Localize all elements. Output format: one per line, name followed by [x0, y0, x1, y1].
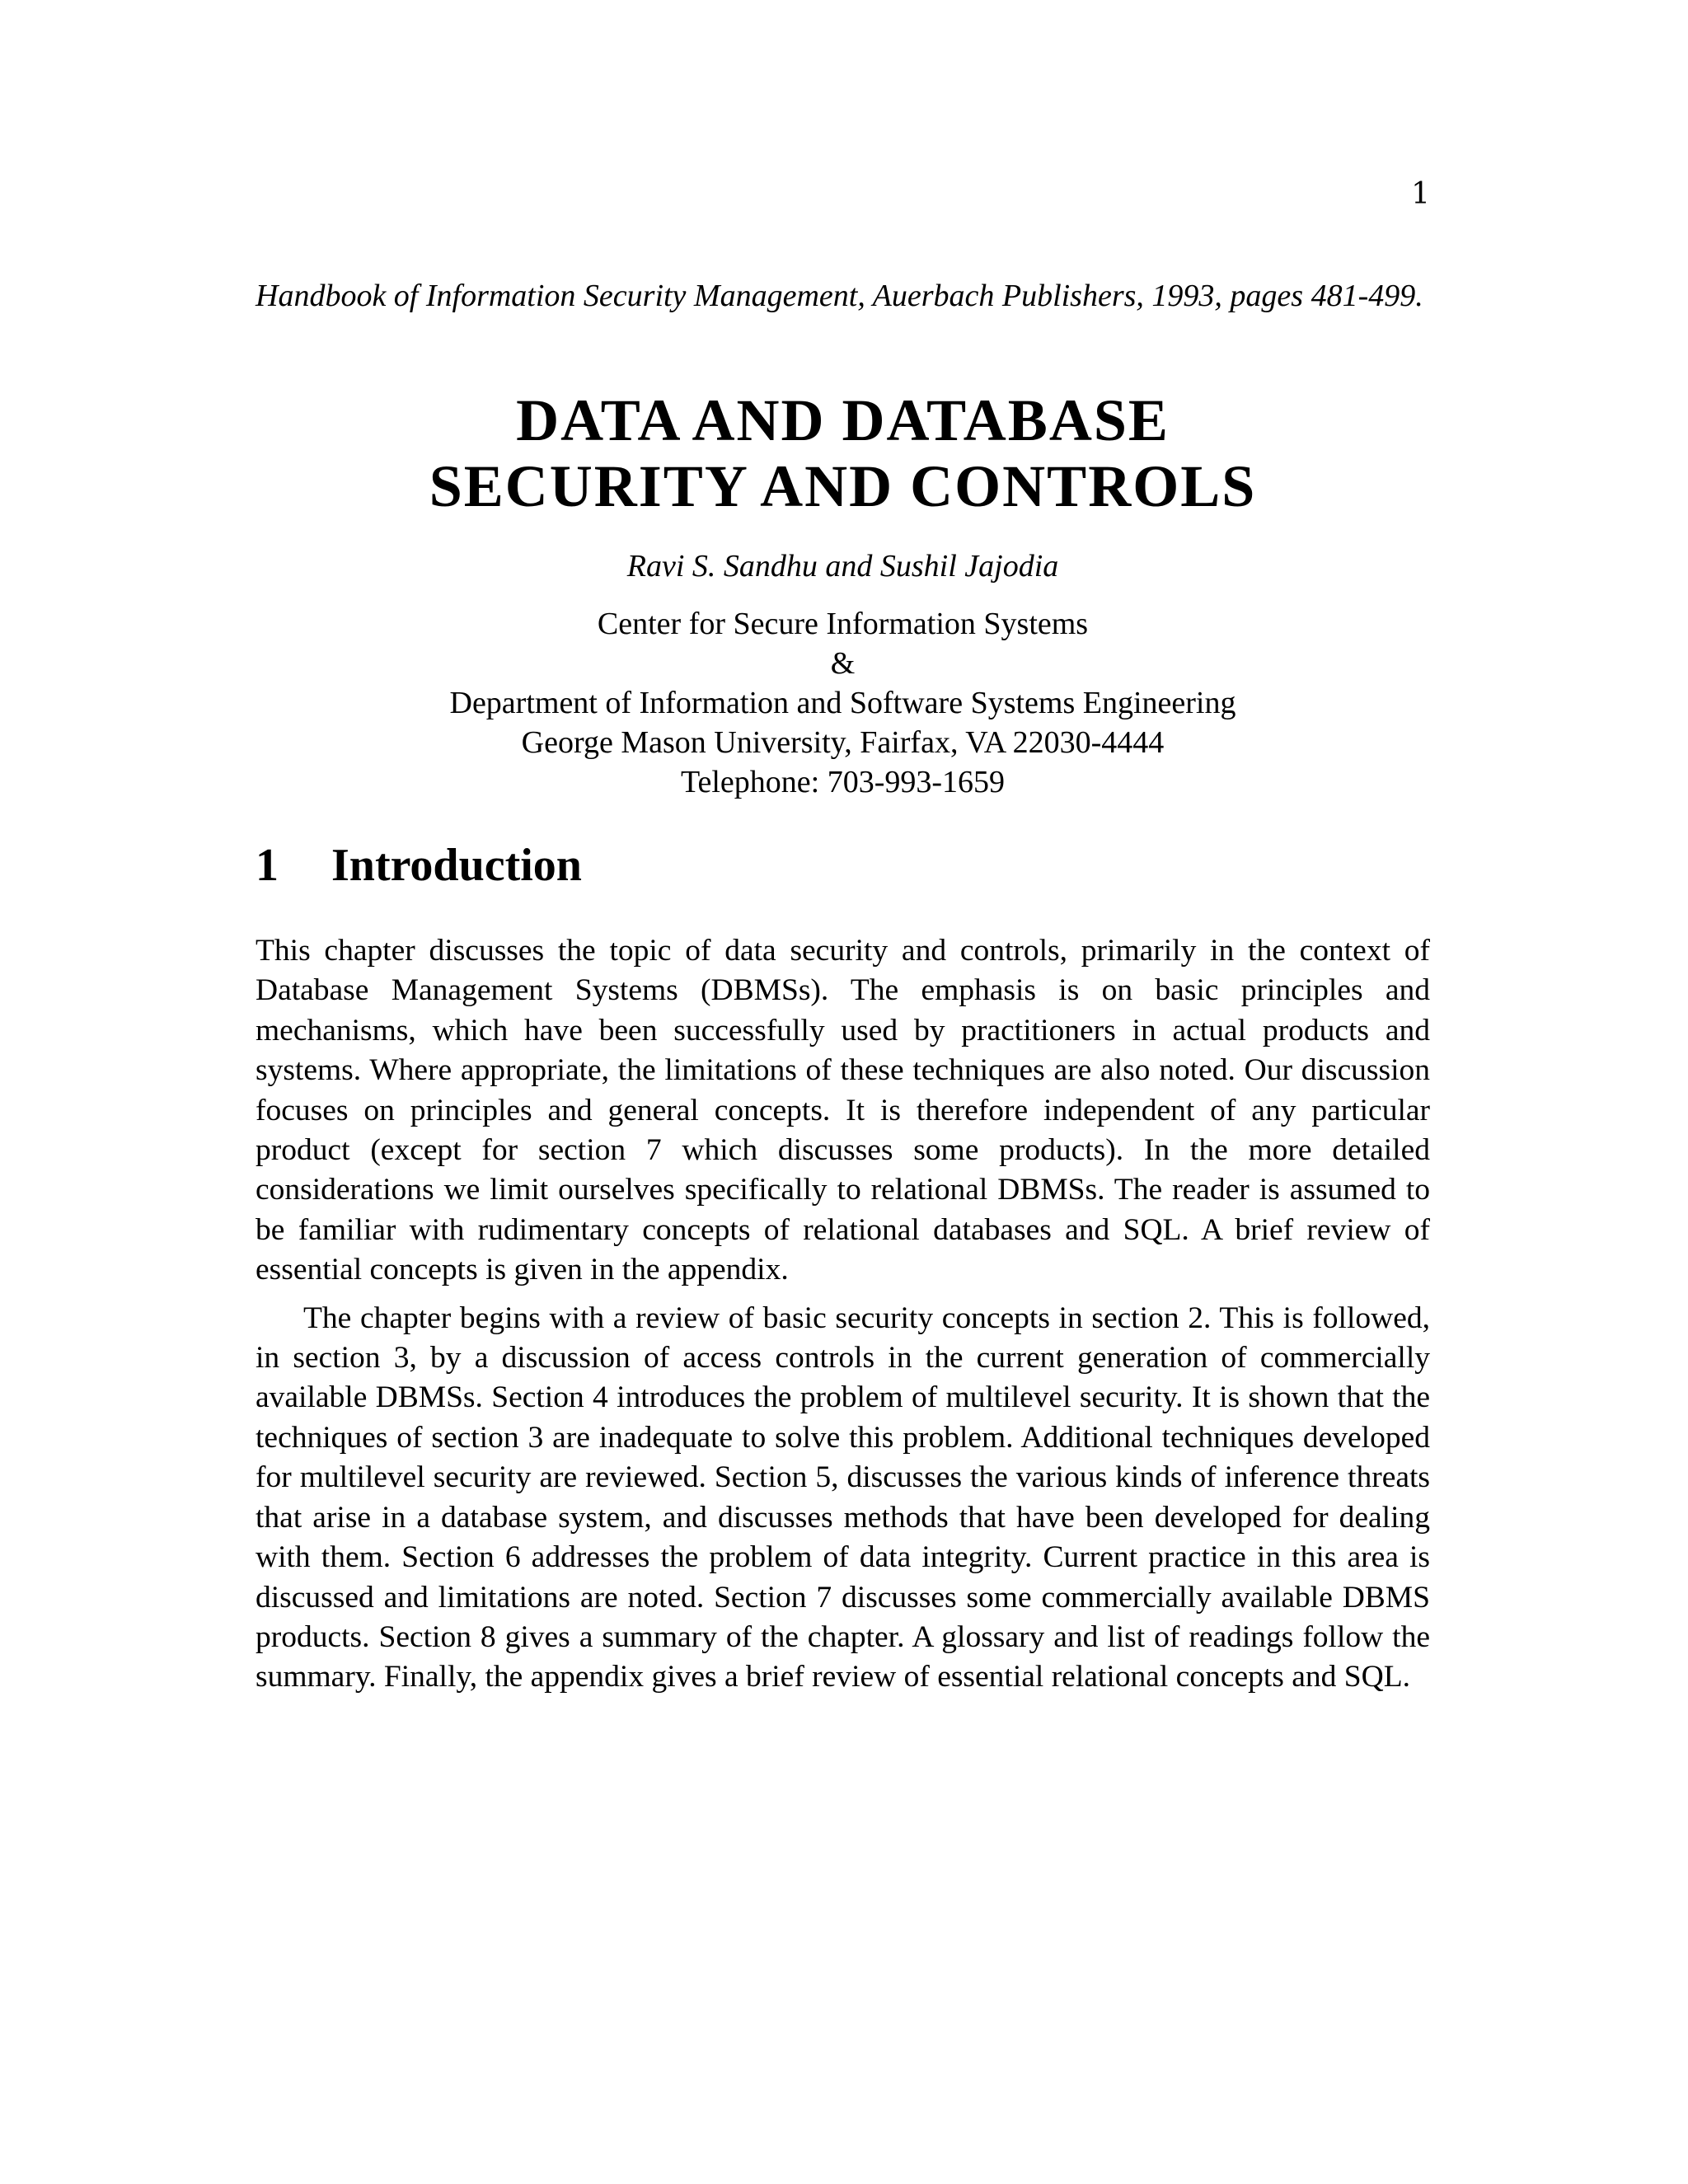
authors: Ravi S. Sandhu and Sushil Jajodia	[626, 549, 1059, 583]
page-number: 1	[1411, 177, 1430, 211]
body-text	[256, 931, 1430, 1698]
affiliation-line-4: George Mason University, Fairfax, VA 22030-4444	[521, 725, 1165, 760]
affiliation	[256, 604, 1430, 802]
citation: Handbook of Information Security Management, Auerbach Publishers, 1993, pages 481-499.	[256, 279, 1423, 313]
paragraph-1: This chapter discusses the topic of data security and controls, primarily in the context of Database Management Systems (DBMSs). The emphasis is on basic principles and mechanisms, which have been successfully used by practitioners in actual products and systems. Where appropriate, the limitations of these techniques are also noted. Our discussion focuses on principles and general concepts. It is therefore independent of any particular product (except for section 7 which discusses some products). In the more detailed considerations we limit ourselves specifically to relational DBMSs. The reader is assumed to be familiar with rudimentary concepts of relational databases and SQL. A brief review of essential concepts is given in the appendix.	[256, 934, 1430, 1287]
section-title: Introduction	[331, 840, 582, 891]
affiliation-line-2: &	[830, 646, 856, 681]
affiliation-line-3: Department of Information and Software Systems Engineering	[449, 686, 1236, 720]
affiliation-line-5: Telephone: 703-993-1659	[680, 765, 1006, 799]
title-line-1: DATA AND DATABASE	[516, 387, 1170, 453]
section-number: 1	[256, 840, 279, 891]
paragraph-2: The chapter begins with a review of basic security concepts in section 2. This is followed, in section 3, by a discussion of access controls in the current generation of commercially available DBMSs. Section 4 introduces the problem of multilevel security. It is shown that the techniques of section 3 are inadequate to solve this problem. Additional techniques developed for multilevel security are reviewed. Section 5, discusses the various kinds of inference threats that arise in a database system, and discusses methods that have been developed for dealing with them. Section 6 addresses the problem of data integrity. Current practice in this area is discussed and limitations are noted. Section 7 discusses some commercially available DBMS products. Section 8 gives a summary of the chapter. A glossary and list of readings follow the summary. Finally, the appendix gives a brief review of essential relational concepts and SQL.	[256, 1301, 1430, 1694]
title-block	[256, 387, 1430, 802]
section-heading	[256, 837, 1430, 894]
title-line-2: SECURITY AND CONTROLS	[429, 453, 1257, 519]
affiliation-line-1: Center for Secure Information Systems	[597, 607, 1089, 641]
